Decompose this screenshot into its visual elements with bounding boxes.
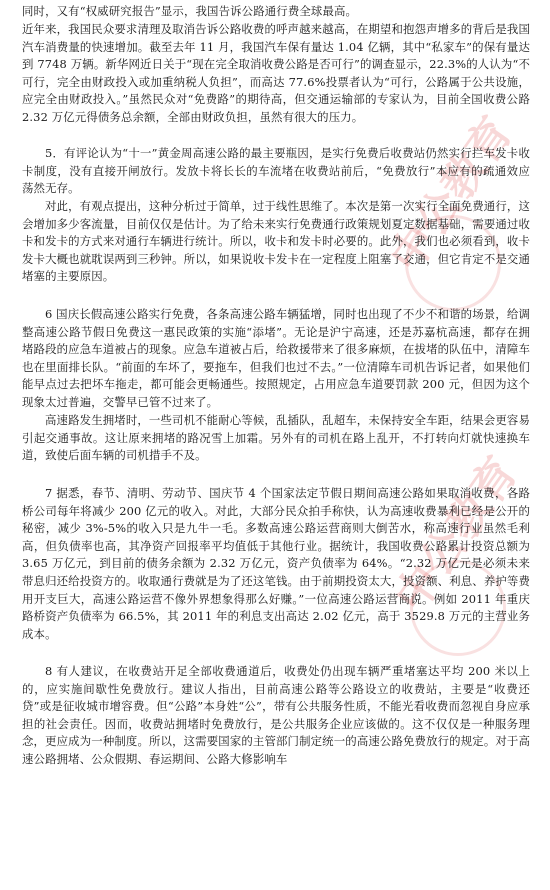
paragraph-item-6-congestion: 高速路发生拥堵时，一些司机不能耐心等候，乱插队，乱超车，未保持安全车距，结果会更容易引起交通事故。这让原来拥堵的路况雪上加霜。另外有的司机在路上乱开，不打转向灯就快速换车道，致使后面车辆的司机措手不及。	[22, 413, 530, 463]
paragraph-intro-line: 同时，又有“权威研究报告”显示，我国告诉公路通行费全球最高。	[22, 4, 358, 18]
paragraph-item-5-response: 对此，有观点提出，这种分析过于简单，过于线性思维了。本次是第一次实行全面免费通行，这会增加多少客流量，目前仅仅是估计。为了给未来实行免费通行政策规划夏定数据基础，需要通过收卡和发卡的方式来对通行车辆进行统计。所以，收卡和发卡时必要的。此外，我们也必须看到，收卡发卡大概也就耽误两到三秒钟。所以，如果说收卡发卡在一定程度上阻塞了交通，但它肯定不是交通堵塞的主要原因。	[22, 199, 530, 284]
paragraph-item-8: 8 有人建议，在收费站开足全部收费通道后，收费处仍出现车辆严重堵塞达平均 200 米以上的，应实施间歇性免费放行。建议人指出，目前高速公路等公路设立的收费站，主要是“收费还贷”或是征收城市增容费。但“公路”本身姓“公”，带有公共服务性质，不能光看收费而忽视自身应承担的社会责任。因而，收费站拥堵时免费放行，是公共服务企业应该做的。这不仅仅是一种服务理念，更应成为一种制度。所以，这需要国家的主管部门制定统一的高速公路免费放行的规定。对于高速公路拥堵、公众假期、春运期间、公路大修影响车	[22, 664, 530, 766]
paragraph-item-7: 7 据悉，春节、清明、劳动节、国庆节 4 个国家法定节假日期间高速公路如果取消收费，各路桥公司每年将减少 200 亿元的收入。对此，大部分民众拍手称快，认为高速收费暴利已经是公开的秘密，减少 3%-5%的收入只是九牛一毛。多数高速公路运营商则大倒苦水，称高速行业虽然毛利高，但负债率也高，其净资产回报率平均值低于其他行业。据统计，我国收费公路累计投资总额为 3.65 万亿元，到目前的债务余额为 2.32 万亿元，资产负债率为 64%。“2.32 万亿元是必须未来带息归还给投资方的。收取通行费就是为了还这笔钱。由于前期投资太大，投资额、利息、养护等费用开支巨大，高速公路运营不像外界想象得那么好赚。”一位高速公路运营商说。例如 2011 年重庆路桥资产负债率为 66.5%，其 2011 年的利息支出高达 2.02 亿元，高于 3529.8 万元的主营业务成本。	[22, 486, 530, 641]
paragraph-toll-demand: 近年来，我国民众要求清理及取消告诉公路收费的呼声越来越高，在期望和抱怨声增多的背后是我国汽车消费量的快速增加。截至去年 11 月，我国汽车保有量达 1.04 亿辆，其中“私家车”的保有量达到 7748 万辆。新华网近日关于“现在完全取消收费公路是否可行”的调查显示，22.3%的人认为“不可行，完全由财政投入或加重纳税人负担”，而高达 77.6%投票者认为“可行，公路属于公共设施，应完全由财政投入。”虽然民众对“免费路”的期待高，但交通运输部的专家认为，目前全国收费公路 2.32 万亿元得债务总余额，全部由财政负担，虽然有很大的压力。	[22, 22, 530, 124]
watermark-brand-bottom: 中公教育	[385, 447, 529, 622]
paragraph-item-6: 6 国庆长假高速公路实行免费，各条高速公路车辆猛增，同时也出现了不少不和谐的场景，给调整高速公路节假日免费这一惠民政策的实施“添堵”。无论是沪宁高速，还是苏嘉杭高速，都存在拥堵路段的应急车道被占的现象。应急车道被占后，给救援带来了很多麻烦，在拔堵的队伍中，清障车也在里面排长队。“前面的车坏了，要拖车，但我们也过不去。”一位清障车司机告诉记者，如果他们能早点过去把坏车拖走，都可能会更畅通些。按照规定，占用应急车道要罚款 200 元，但因为这个现象太过普遍，交警早已管不过来了。	[22, 307, 530, 409]
paragraph-item-5: 5．有评论认为“十一”黄金周高速公路的最主要瓶因，是实行免费后收费站仍然实行拦车发卡收卡制度，没有直接开闸放行。发放卡将长长的车流堵在收费站前后，“免费放行”本应有的疏通效应荡然无存。	[22, 146, 530, 196]
watermark-brand-top: 中公教育	[380, 107, 524, 282]
